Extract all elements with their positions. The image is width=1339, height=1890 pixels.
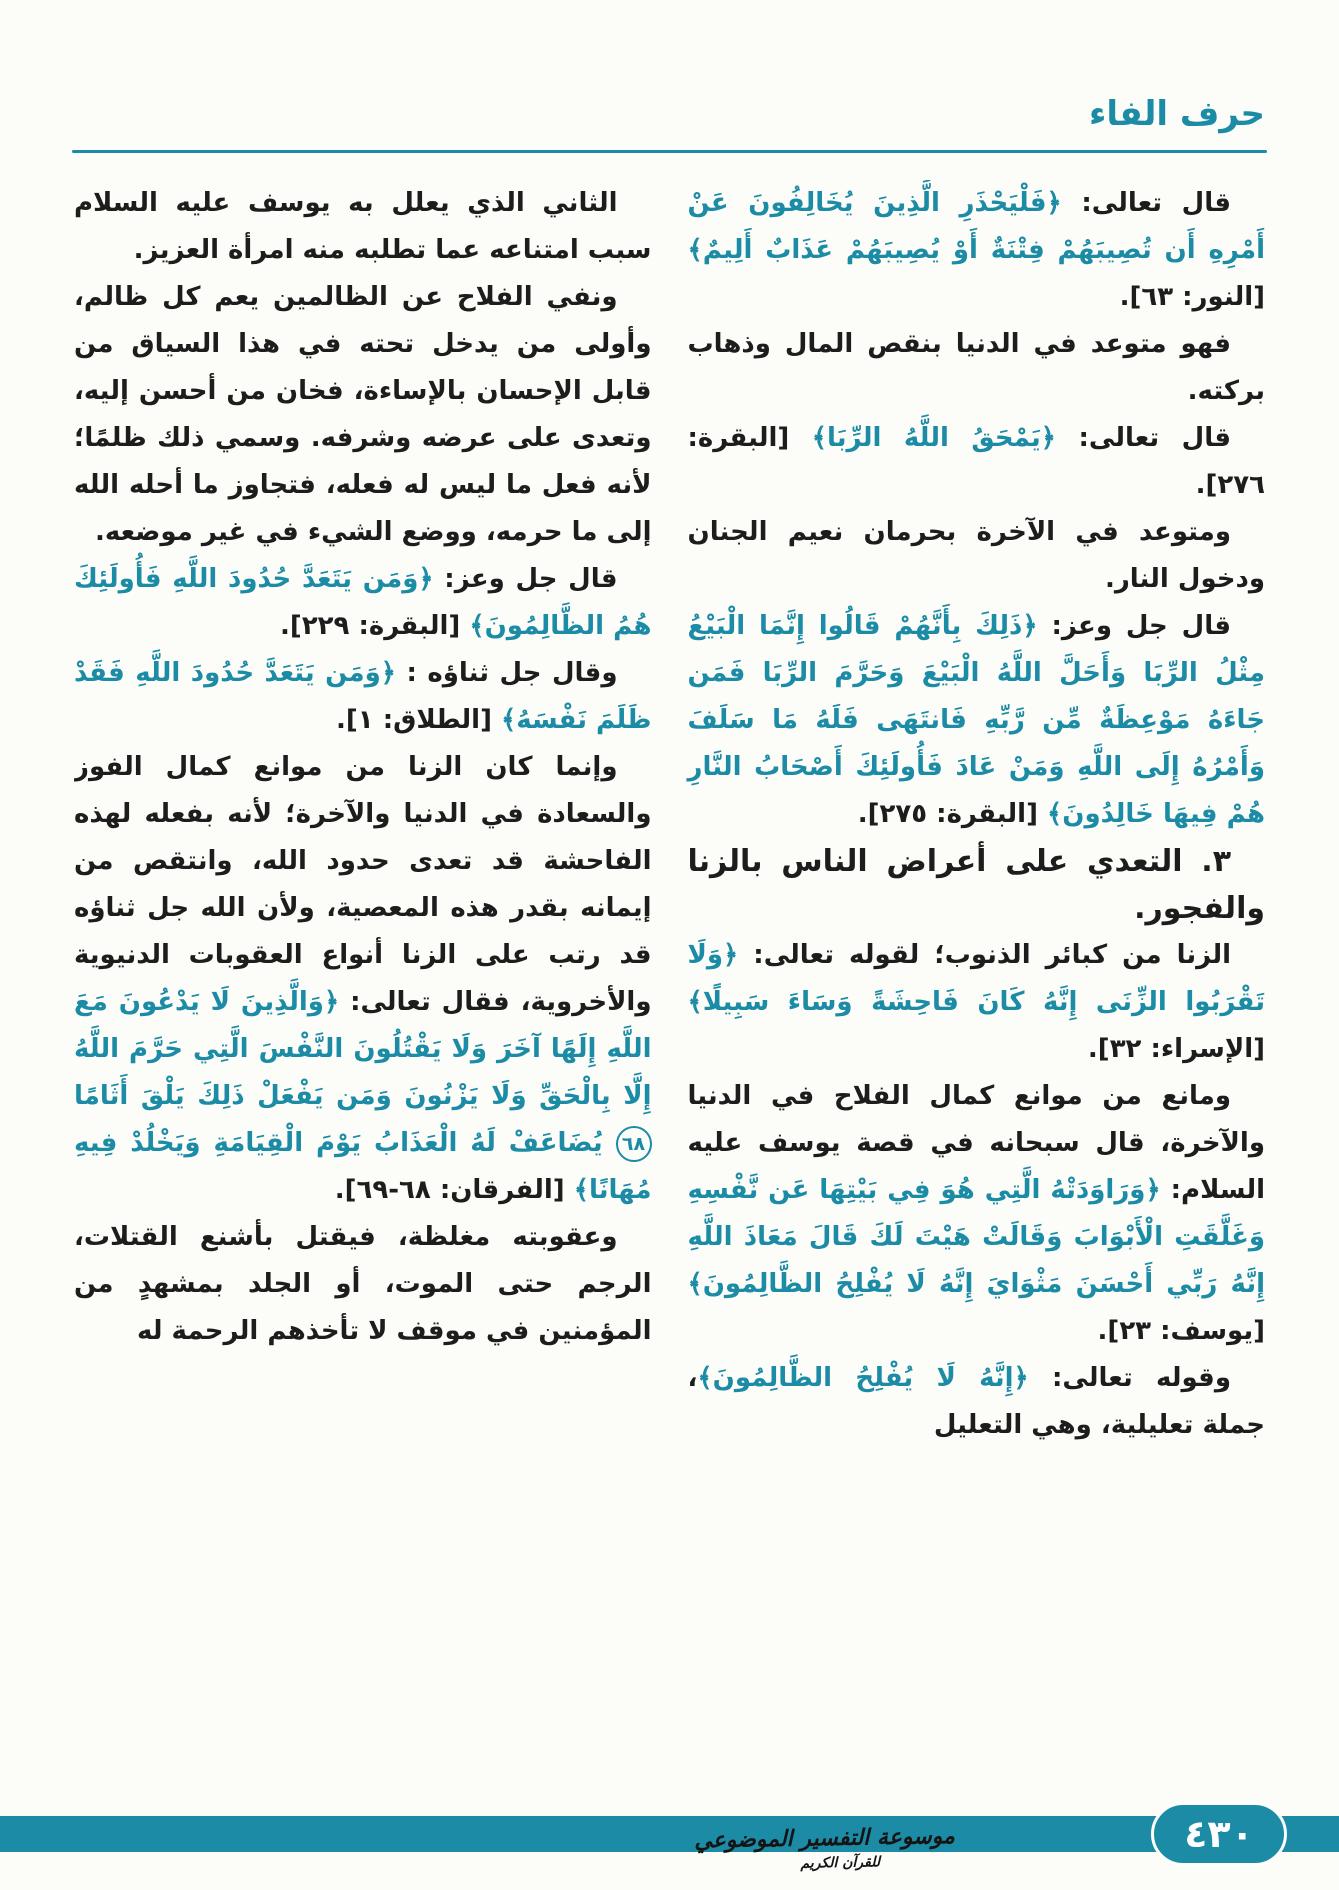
quran-verse: ﴿وَمَن يَتَعَدَّ حُدُودَ اللَّهِ فَأُولَئِكَ هُمُ الظَّالِمُونَ﴾ — [74, 564, 652, 641]
body-text: [البقرة: ٢٢٩]. — [280, 611, 470, 641]
paragraph — [688, 603, 1266, 838]
header-rule — [72, 150, 1267, 153]
body-text: ومانع من موانع كمال الفلاح في الدنيا والآخرة، قال سبحانه في قصة يوسف عليه السلام: — [687, 1081, 1265, 1205]
paragraph — [74, 1214, 652, 1355]
body-text: ٣. التعدي على أعراض الناس بالزنا والفجور. — [687, 844, 1265, 926]
emblem-title: موسوعة التفسير الموضوعي — [694, 1823, 956, 1854]
paragraph — [688, 1073, 1266, 1355]
body-text: ، جملة تعليلية، وهي التعليل — [687, 1363, 1265, 1440]
body-text: قال جل وعز: — [1037, 611, 1231, 641]
column-left — [74, 180, 652, 1786]
paragraph — [688, 1355, 1266, 1449]
body-text: ومتوعد في الآخرة بحرمان نعيم الجنان ودخول النار. — [687, 517, 1265, 594]
quran-verse: ﴿يَمْحَقُ اللَّهُ الرِّبَا﴾ — [811, 423, 1057, 453]
body-text: [البقرة: ٢٧٦]. — [687, 423, 1265, 500]
quran-verse: ﴿فَلْيَحْذَرِ الَّذِينَ يُخَالِفُونَ عَنْ أَمْرِهِ أَن تُصِيبَهُمْ فِتْنَةٌ أَوْ يُصِيبَهُمْ عَذَابٌ أَلِيمٌ﴾ — [687, 188, 1265, 265]
quran-verse: ﴿وَرَاوَدَتْهُ الَّتِي هُوَ فِي بَيْتِهَا عَن نَّفْسِهِ وَغَلَّقَتِ الْأَبْوَابَ وَقَالَتْ هَيْتَ لَكَ قَالَ مَعَاذَ اللَّهِ إِنَّهُ رَبِّي أَحْسَنَ مَثْوَايَ إِنَّهُ لَا يُفْلِحُ الظَّالِمُونَ﴾ — [687, 1175, 1265, 1299]
paragraph — [688, 932, 1266, 1073]
body-text: الثاني الذي يعلل به يوسف عليه السلام سبب امتناعه عما تطلبه منه امرأة العزيز. — [74, 188, 652, 265]
body-text: [الإسراء: ٣٢]. — [1087, 1034, 1265, 1064]
body-text: ونفي الفلاح عن الظالمين يعم كل ظالم، وأولى من يدخل تحته في هذا السياق من قابل الإحسان بالإساءة، فخان من أحسن إليه، وتعدى على عرضه وشرفه. وسمي ذلك ظلمًا؛ لأنه فعل ما ليس له فعله، فتجاوز ما أحله الله إلى ما حرمه، ووضع الشيء في غير موضعه. — [74, 282, 652, 547]
footer-bar — [0, 1816, 1339, 1852]
body-text: [يوسف: ٢٣]. — [1097, 1316, 1265, 1346]
column-right — [688, 180, 1266, 1786]
paragraph — [74, 650, 652, 744]
body-text: قال جل وعز: — [433, 564, 618, 594]
quran-verse: ﴿وَالَّذِينَ لَا يَدْعُونَ مَعَ اللَّهِ إِلَهًا آخَرَ وَلَا يَقْتُلُونَ النَّفْسَ الَّتِي حَرَّمَ اللَّهُ إِلَّا بِالْحَقِّ وَلَا يَزْنُونَ وَمَن يَفْعَلْ ذَلِكَ يَلْقَ أَثَامًا — [74, 987, 652, 1111]
body-text: [البقرة: ٢٧٥]. — [857, 799, 1048, 829]
paragraph — [74, 180, 652, 274]
body-text: الزنا من كبائر الذنوب؛ لقوله تعالى: — [738, 940, 1231, 970]
ayah-number: ٦٨ — [616, 1126, 652, 1162]
paragraph — [688, 180, 1266, 321]
emblem-subtitle: للقرآن الكريم — [800, 1854, 881, 1872]
body-text: وإنما كان الزنا من موانع كمال الفوز والسعادة في الدنيا والآخرة؛ لأنه بفعله لهذه الفاحشة قد تعدى حدود الله، وانتقص من إيمانه بقدر هذه المعصية، ولأن الله جل ثناؤه قد رتب على الزنا أنواع العقوبات الدنيوية والأخروية، فقال تعالى: — [74, 752, 652, 1017]
paragraph — [688, 415, 1266, 509]
body-text: [الطلاق: ١]. — [336, 705, 502, 735]
body-text: وقال جل ثناؤه : — [396, 658, 618, 688]
page-content — [74, 180, 1265, 1786]
section-heading — [688, 838, 1266, 932]
page-number-badge: ٤٣٠ — [1151, 1802, 1287, 1866]
quran-verse: يُضَاعَفْ لَهُ الْعَذَابُ يَوْمَ الْقِيَامَةِ وَيَخْلُدْ فِيهِ مُهَانًا﴾ — [74, 1128, 652, 1205]
body-text: وقوله تعالى: — [1028, 1363, 1231, 1393]
paragraph — [688, 321, 1266, 415]
body-text: قال تعالى: — [1056, 423, 1232, 453]
paragraph — [688, 509, 1266, 603]
paragraph — [74, 274, 652, 556]
body-text: [النور: ٦٣]. — [1119, 282, 1265, 312]
quran-verse: ﴿إِنَّهُ لَا يُفْلِحُ الظَّالِمُونَ﴾ — [697, 1363, 1029, 1393]
quran-verse: ﴿ذَلِكَ بِأَنَّهُمْ قَالُوا إِنَّمَا الْبَيْعُ مِثْلُ الرِّبَا وَأَحَلَّ اللَّهُ الْبَيْعَ وَحَرَّمَ الرِّبَا فَمَن جَاءَهُ مَوْعِظَةٌ مِّن رَّبِّهِ فَانتَهَى فَلَهُ مَا سَلَفَ وَأَمْرُهُ إِلَى اللَّهِ وَمَنْ عَادَ فَأُولَئِكَ أَصْحَابُ النَّارِ هُمْ فِيهَا خَالِدُونَ﴾ — [687, 611, 1265, 829]
quran-verse: ﴿وَلَا تَقْرَبُوا الزِّنَى إِنَّهُ كَانَ فَاحِشَةً وَسَاءَ سَبِيلًا﴾ — [687, 940, 1265, 1017]
body-text: وعقوبته مغلظة، فيقتل بأشنع القتلات، الرجم حتى الموت، أو الجلد بمشهدٍ من المؤمنين في موقف لا تأخذهم الرحمة له — [74, 1222, 652, 1346]
body-text: فهو متوعد في الدنيا بنقص المال وذهاب بركته. — [687, 329, 1265, 406]
chapter-header: حرف الفاء — [1088, 94, 1265, 134]
paragraph — [74, 556, 652, 650]
body-text: قال تعالى: — [1061, 188, 1232, 218]
quran-verse: ﴿وَمَن يَتَعَدَّ حُدُودَ اللَّهِ فَقَدْ ظَلَمَ نَفْسَهُ﴾ — [74, 658, 652, 735]
publisher-emblem — [694, 1822, 956, 1874]
paragraph — [74, 744, 652, 1214]
body-text: [الفرقان: ٦٨-٦٩]. — [334, 1175, 574, 1205]
